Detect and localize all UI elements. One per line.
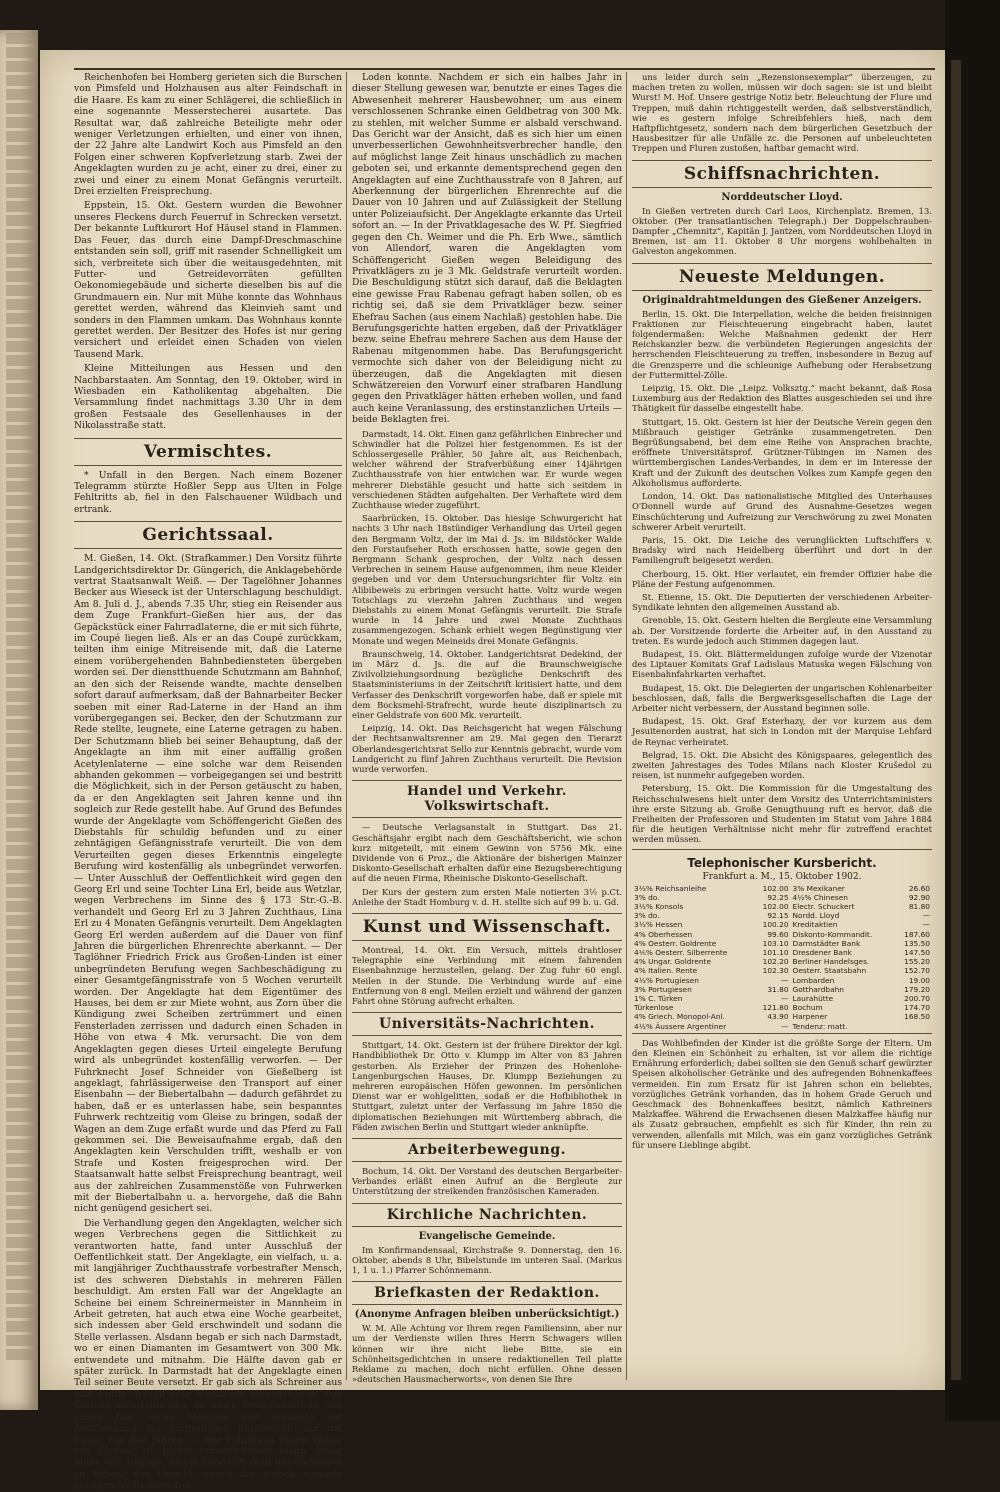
stock-price: 19.00 — [908, 975, 930, 985]
stock-price: 103.10 — [762, 938, 789, 948]
article-paragraph: Darmstadt, 14. Okt. Einen ganz gefährlichen Einbrecher und Schwindler hat die Polizei hier festgenommen. Es ist der Schlossergeselle Prähler, 50 Jahre alt, aus Reichenbach, welcher während der Strafverbüßung einer 14jährigen Zuchthausstrafe von hier entwichen war. Er wurde wegen mehrerer Diebstähle gesucht und hatte sich seitdem in verschiedenen Städten aufgehalten. Der Verhaftete wird dem Zuchthause wieder zugeführt. — [352, 428, 622, 511]
article-paragraph: St. Etienne, 15. Okt. Die Deputierten der verschiedenen Arbeiter-Syndikate lehnten den allgemeinen Ausstand ab. — [632, 591, 932, 613]
stock-price: 92.15 — [767, 911, 789, 921]
top-rule — [74, 68, 935, 70]
stock-name: Harpener — [792, 1012, 828, 1022]
stock-price: 102.20 — [762, 957, 789, 967]
stock-price: 101.10 — [762, 948, 789, 958]
article-paragraph: In Gießen vertreten durch Carl Loos, Kirchenplatz. Bremen, 13. Oktober. (Per transatlantischen Telegraph.) Der Doppelschrauben-Dampfer „Chemnitz“, Kapitän J. Jantzen, vom Norddeutschen Lloyd in Bremen, ist am 11. Oktober 8 Uhr morgens wohlbehalten in Galveston angekommen. — [632, 205, 932, 257]
stock-row — [632, 920, 932, 929]
stock-name: 4% Italien. Rente — [634, 966, 698, 976]
stock-price: 121.80 — [762, 1003, 789, 1013]
column-rule — [346, 72, 347, 1380]
stock-name: Bochum — [792, 1003, 823, 1013]
section-heading-gerichtssaal: Gerichtssaal. — [74, 521, 342, 549]
stock-price: 100.20 — [762, 920, 789, 930]
stock-price: — — [781, 975, 789, 985]
stock-name: Gotthardbahn — [792, 984, 844, 994]
article-paragraph: Loden konnte. Nachdem er sich ein halbes Jahr in dieser Stellung gewesen war, benutzte er eines Tages die Abwesenheit mehrerer Hausbewohner, um aus einem verschlossenen Schranke einen Geldbetrag von 300 Mk. zu stehlen, mit welcher Summe er alsbald verschwand. Das Gericht war der Ansicht, daß es sich hier um einen unverbesserlichen Gewohnheitsverbrecher handle, den auf möglichst lange Zeit hinaus unschädlich zu machen geboten sei, und erkannte dementsprechend gegen den Angeklagten auf eine Zuchthausstrafe von 8 Jahren, auf Aberkennung der bürgerlichen Ehrenrechte auf die Dauer von 10 Jahren und auf Zulässigkeit der Stellung unter Polizeiaufsicht. Der Angeklagte erkannte das Urteil sofort an. — In der Privatklagesache des W. Pf. Siegfried gegen den Ch. Weimer und die Ph. Erb Wwe., sämtlich von Allendorf, waren die Angeklagten vom Schöffengericht Gießen wegen Beleidigung des Privatklägers zu je 3 Mk. Geldstrafe verurteilt worden. Die Beschuldigung stützt sich darauf, daß die Beklagten eine gewisse Frau Rabenau gefragt haben sollen, ob es richtig sei, daß sie dem Privatkläger bezw. seiner Ehefrau Sachen (aus einem Nachlaß) gestohlen habe. Die Berufungsgerichte hatten ergeben, daß der Privatkläger bezw. seine Ehefrau mehrere Sachen aus dem Hause der Rabenau mitgenommen habe. Das Berufungsgericht vermochte sich daher von der Beleidigung nicht zu überzeugen, daß die Angeklagten mit diesen Schwätzereien den Vorwurf einer strafbaren Handlung gegen den Privatkläger hätten erheben wollen, und fand auch keine Veranlassung, des erstinstanzlichen Urteils — beide Beklagten frei. — [352, 72, 622, 426]
article-paragraph: Leipzig, 15. Okt. Die „Leipz. Volksztg.“ macht bekannt, daß Rosa Luxemburg aus der Redaktion des Blattes ausgeschieden sei und ihre Thätigkeit für dasselbe eingestellt habe. — [632, 383, 932, 414]
article-paragraph: Grenoble, 15. Okt. Gestern hielten die Bergleute eine Versammlung ab. Der Vorsitzende forderte die Arbeiter auf, in den Ausstand zu treten. Es wurde jedoch auch Stimmen dagegen laut. — [632, 615, 932, 646]
stock-name: 1% C. Türken — [634, 994, 683, 1004]
stock-price: 168.50 — [904, 1012, 930, 1022]
stock-name: Kreditaktien — [792, 920, 838, 930]
article-paragraph: Kleine Mitteilungen aus Hessen und den Nachbarstaaten. Am Sonntag, den 19. Oktober, wird in Wiesbaden ein Katholikentag abgehalten. Die Versammlung findet nachmittags 3.30 Uhr in dem großen Festsaale des Gesellenhauses in der Nikolasstraße statt. — [74, 363, 342, 432]
stock-name: Nordd. Lloyd — [792, 911, 840, 921]
stock-name: Electr. Schuckert — [792, 902, 855, 911]
stock-price: — — [922, 920, 930, 930]
article-paragraph: Die Verhandlung gegen den Angeklagten, welcher sich wegen Verbrechens gegen die Sittlichkeit zu verantworten hatte, fand unter Ausschluß der Oeffentlichkeit statt. Der Angeklagte, ein vielfach, u. a. mit langjähriger Zuchthausstrafe vorbestrafter Mensch, ist des schweren Diebstahls in mehreren Fällen beschuldigt. Am ersten Fall war der Angeklagte an Scheine bei einem Schreinermeister in Mannheim in Arbeit getreten, hat auch etwa eine Woche gearbeitet, sich indessen aber Geld erschwindelt und sodann die Stelle verlassen. Alsdann begab er sich nach Darmstadt, wo er einen Diamanten im Gesamtwert von 300 Mk. entwendete und mitnahm. Die Hälfte davon gab er später zurück. In Darmstadt hat der Angeklagte einen Teil seiner Beute versetzt. Er gab sich als Schreiner aus und wurde überall sehr freundlich aufgenommen. Das Gericht verurteilte ihn zu einer Zuchthausstrafe von einem Jahr sechs Monaten und erkannte auf Aberkennung der bürgerlichen Ehrenrechte auf die Dauer von drei Jahren. — Der Fuhrmann Georg Weber von Gießen, ein bisher unbescholtener Mann, stand unter der Anklage, einem Landwirt Geld unterschlagen zu haben; das Gericht sprach ihn jedoch mangels genügender Beweise frei. — [74, 1217, 342, 1492]
advertisement-text: Das Wohlbefinden der Kinder ist die größte Sorge der Eltern. Um den Kleinen ein Schönheit zu erhalten, ist vor allem die richtige Ernährung erforderlich; dabei sollten sie den Genuß scharf gewürzter Speisen alkoholischer Getränke und des aufregenden Bohnenkaffees vermeiden. Ein zum Ersatz für ist Jahren schon ein beliebtes, vorzügliches Getränk vorhanden, das in hohem Grade Geruch und Geschmack des Bohnenkaffees besitzt, nämlich Kathreiners Malzkaffee. Während die Erwachsenen diesen Malzkaffee häufig nur als Zusatz gebrauchen, empfiehlt es sich für Kinder, ihn rein zu verwenden, allenfalls mit Milch, was ein ganz vorzügliches Getränk für unsere Lieblinge abgibt. — [632, 1037, 932, 1150]
stock-name: 4⅕% Oesterr. Silberrente — [634, 948, 728, 958]
article-paragraph: Budapest, 15. Okt. Graf Esterhazy, der vor kurzem aus dem Jesuitenorden austrat, hat sich in London mit der Marquise Lehfard de Reynac verheiratet. — [632, 716, 932, 747]
stock-price: 43.90 — [767, 1012, 789, 1022]
stock-price: 99.60 — [767, 929, 789, 939]
section-heading-arbeiterbewegung: Arbeiterbewegung. — [352, 1138, 622, 1162]
stock-name: 3½% Konsols — [634, 902, 684, 911]
article-paragraph: Saarbrücken, 15. Oktober. Das hiesige Schwurgericht hat nachts 3 Uhr nach 18stündiger Verhandlung das Urteil gegen den Bergmann Voltz, der im Mai d. Js. im Bildstöcker Walde den Forstaufseher Roth erschossen hatte, sowie gegen den Bergmann Schank gesprochen, der Voltz nach dessen Verbrechen in seinem Hause aufgenommen, ihm neue Kleider gegeben und vor dem Untersuchungsrichter für Voltz ein Alibibeweis zu erbringen versucht hatte. Voltz wurde wegen Totschlags zu vierzehn Jahren Zuchthaus und wegen Diebstahls zu einem Monat Gefängnis verurteilt. Die Strafe wurde in 14 Jahre und zwei Monate Zuchthaus zusammengezogen. Schank erhielt wegen Begünstigung vier Monate und wegen Meineids drei Monate Gefängnis. — [352, 513, 622, 646]
stock-price: — — [781, 1021, 789, 1031]
article-paragraph: Braunschweig, 14. Oktober. Landgerichtsrat Dedekind, der im März d. Js. die auf die Braunschweigische Zivilvollziehungsordnung bezügliche Denkschrift des Staatsministeriums in der Zeitschrift kritisiert hatte, und dem Verfasser des Denkschrift vorgeworfen habe, daß er spiele mit dem Bocksmehl-Strafrecht, wurde heute disziplinarisch zu einer Geldstrafe von 600 Mk. verurteilt. — [352, 648, 622, 721]
stock-row — [632, 911, 932, 920]
stock-name: Tendenz: matt. — [792, 1021, 848, 1031]
section-heading-briefkasten: Briefkasten der Redaktion. — [352, 1281, 622, 1305]
stock-price: 200.70 — [904, 994, 930, 1004]
stock-price: 187.60 — [904, 929, 930, 939]
section-heading-neueste: Neueste Meldungen. — [632, 263, 932, 291]
stock-name: 4% Ungar. Goldrente — [634, 957, 711, 967]
article-paragraph: Im Konfirmandensaal, Kirchstraße 9. Donnerstag, den 16. Oktober, abends 8 Uhr, Bibelstunde im unteren Saal. (Markus 1, 1 u. 1.) Pfarrer Schönnemann. — [352, 1244, 622, 1275]
stock-name: Oesterr. Staatsbahn — [792, 966, 867, 976]
stock-price: 102.00 — [762, 883, 789, 893]
stock-row — [632, 902, 932, 911]
stock-name: 4½% Portugiesen — [634, 975, 699, 985]
stock-name: 3½% Hessen — [634, 920, 683, 930]
section-heading-handel: Handel und Verkehr. Volkswirtschaft. — [352, 780, 622, 818]
stock-price: 179.20 — [904, 984, 930, 994]
article-paragraph: Reichenhofen bei Homberg gerieten sich die Burschen von Pimsfeld und Holzhausen aus alter Feindschaft in die Haare. Es kam zu einer Schlägerei, die schließlich in eine sogenannte Messerstecherei ausartete. Das Resultat war, daß zahlreiche Beteiligte mehr oder weniger Verletzungen erhielten, und einer von ihnen, der 22 Jahre alte Landwirt Koch aus Pimsfeld an den Folgen einer schweren Kopfverletzung starb. Zwei der Angeklagten wurden zu je acht, einer zu drei, einer zu zwei und einer zu einem Monat Gefängnis verurteilt. Drei erzielten Freisprechung. — [74, 72, 342, 198]
stock-report-title: Telephonischer Kursbericht. — [687, 855, 877, 870]
stock-name: Diskonto-Kommandit. — [792, 929, 873, 939]
article-paragraph: London, 14. Okt. Das nationalistische Mitglied des Unterhauses O'Donnell wurde auf Grund des Ausnahme-Gesetzes wegen Einschüchterung und Aufreizung zur Verschwörung zu zwei Monaten schwerer Arbeit verurteilt. — [632, 491, 932, 532]
stock-table — [632, 884, 932, 1031]
stock-price: 26.60 — [908, 883, 930, 893]
article-paragraph: W. M. Alle Achtung vor Ihrem regen Familiensinn, aber nur um der Verdienste willen Ihres Herrn Schwagers willen können wir ihre nicht liebe Bitte, sie ein Schönheitsgedichtchen in unsere redaktionellen Teil platte Reklame zu machen, doch nicht erfüllen. Ohne dessen »deutschen Hausmacherworts«, von denen Sie Ihre — [352, 1323, 622, 1385]
stock-row — [632, 966, 932, 975]
subheading: Originaldrahtmeldungen des Gießener Anzeigers. — [642, 294, 922, 306]
stock-price: 92.25 — [767, 892, 789, 902]
book-binding-edge — [945, 0, 1000, 1421]
stock-row — [632, 976, 932, 985]
stock-row — [632, 1012, 932, 1021]
article-paragraph: uns leider durch sein „Rezensionsexemplar“ überzeugen, zu machen treten zu wollen, müssen wir doch sagen: sie ist und bleibt Wurst! M. Hof. Unsere gestrige Notiz betr. Beleuchtung der Flure und Treppen, muß dahin richtiggestellt werden, daß selbstverständlich, wie es gestern infolge Schreibfehlers hieß, nach dem Haftpflichtgesetz, sondern nach dem bürgerlichen Gesetzbuch der Hausbesitzer für alle Unfälle zc. die Personen auf unbeleuchteten Treppen und Fluren zustoßen, haftbar gemacht wird. — [632, 72, 932, 154]
subheading: Evangelische Gemeinde. — [418, 1230, 556, 1242]
stock-name: 4% Oberhessen — [634, 929, 693, 939]
stock-price: 92.90 — [908, 892, 930, 902]
stock-name: Lombarden — [792, 975, 835, 985]
stock-name: 4% Oesterr. Goldrente — [634, 938, 717, 948]
article-paragraph: Budapest, 15. Okt. Blättermeldungen zufolge wurde der Vizenotar des Liptauer Komitats Graf Ladislaus Matuska wegen Fälschung von Eisenbahnfahrkarten verhaftet. — [632, 648, 932, 680]
article-paragraph: Petersburg, 15. Okt. Die Kommission für die Umgestaltung des Reichsschulwesens hielt unter dem Vorsitz des Unterrichtsministers ihre erste Sitzung ab. Große Genugthuung ruft es hervor, daß die Freiheiten der Professoren und Studenten im Statut vom Jahre 1884 für die heutigen Verhältnisse nicht mehr für zutreffend erachtet werden müssen. — [632, 783, 932, 845]
section-heading-universitaet: Universitäts-Nachrichten. — [352, 1012, 622, 1036]
article-paragraph: Budapest, 15. Okt. Die Delegierten der ungarischen Kohlenarbeiter beschlossen, daß, falls die Bergwerksgesellschaften die Lage der Arbeiter nicht verbessern, der Ausstand beginnen solle. — [632, 682, 932, 713]
stock-name: 3½% Reichsanleihe — [634, 883, 707, 893]
stock-price: — — [781, 994, 789, 1004]
newspaper-page — [40, 50, 945, 1492]
stock-price: 147.50 — [904, 948, 930, 958]
stock-row — [632, 994, 932, 1003]
subheading: (Anonyme Anfragen bleiben unberücksichtigt.) — [354, 1309, 620, 1321]
stock-name: Dresdener Bank — [792, 948, 852, 958]
stock-name: 3% Portugiesen — [634, 984, 692, 994]
article-paragraph: M. Gießen, 14. Okt. (Strafkammer.) Den Vorsitz führte Landgerichtsdirektor Dr. Güngerich, die Anklagebehörde vertrat Staatsanwalt Weiß. — Der Tagelöhner Johannes Becker aus Wieseck ist der Unterschlagung beschuldigt. Am 8. Juli d. J., abends 7.35 Uhr, stieg ein Reisender aus dem Zuge Frankfurt–Gießen hier aus, der das Gepäckstück einer Fahrradlaterne, die er mit sich führte, im Coupé liegen ließ. Als er an das Coupé zurückkam, teilten ihm einige Mitreisende mit, daß die Laterne einem vorübergehenden Bahnbediensteten übergeben worden sei. Der dienstthuende Schutzmann am Bahnhof, an den sich der Reisende wandte, machte denselben sofort darauf aufmerksam, daß der Bahnarbeiter Becker soeben mit einer Rad-Laterne in der Hand an ihm vorübergegangen sei. Becker, den der Schutzmann zur Rede stellte, leugnete, eine Laterne getragen zu haben. Der Schutzmann blieb bei seiner Behauptung, daß der Angeklagte an ihm mit einer auffällig großen Acetylenlaterne — eine solche war dem Reisenden abhanden gekommen — vorbeigegangen sei und bestritt die Möglichkeit, sich in der Person getäuscht zu haben, da er den Angeklagten seit Jahren kenne und ihn sogleich zur Rede gestellt habe. Auf Grund des Befundes wurde der Angeklagte vom Schöffengericht Gießen des Diebstahls für schuldig befunden und zu einer zehntägigen Gefängnisstrafe verurteilt. Die von dem Verurteilten gegen dieses Erkenntnis eingelegte Berufung wird kostenfällig als unbegründet verworfen. — Unter Ausschluß der Oeffentlichkeit wird gegen den Georg Erl und seine Tochter Lina Erl, beide aus Wetzlar, wegen Verbrechens im Sinne des § 173 Str.-G.-B. verhandelt und Georg Erl zu 3 Jahren Zuchthaus, Lina Erl zu 4 Monaten Gefängnis verurteilt. Dem Angeklagten Georg Erl werden außerdem auf die Dauer von fünf Jahren die bürgerlichen Ehrenrechte aberkannt. — Der Taglöhner Friedrich Frick aus Großen-Linden ist einer unbegründeten Berufung wegen Sachbeschädigung zu einer Gesamtgefängnisstrafe von 5 Wochen verurteilt worden. Der Angeklagte hat dem Eigentümer des Hauses, bei dem er zur Miete wohnt, aus Zorn über die Kündigung zwei Scheiben zertrümmert und einen Fensterladen zerrissen und dadurch einen Schaden in Höhe von etwa 4 Mk. verursacht. Die von dem Angeklagten gegen dieses Urteil eingelegte Berufung wird als unbegründet kostenfällig verworfen. — Der Fuhrknecht Josef Schneider von Gießelberg ist angeklagt, fahrlässigerweise den Transport auf einer Eisenbahn — der Biebertalbahn — dadurch gefährdet zu haben, daß er es unterlassen habe, sein bespanntes Fuhrwerk rechtzeitig vom Gleise zu bringen, sodaß der Wagen an dem Zuge erfaßt wurde und das Pferd zu Fall gekommen sei. Die Beweisaufnahme ergab, daß den Angeklagten kein Verschulden trifft, weshalb er von Strafe und Kosten freigesprochen wird. Der Staatsanwalt hatte selbst Freisprechung beantragt, weil aus der zahlreichen Zusammenstöße von Fuhrwerken mit der Biebertalbahn u. a. hervorgehe, daß die Bahn nicht genügend gesichert sei. — [74, 553, 342, 1215]
column-rule — [626, 72, 627, 1380]
article-paragraph: — Deutsche Verlagsanstalt in Stuttgart. Das 21. Geschäftsjahr ergibt nach dem Geschäftsbericht, wie schon kurz mitgeteilt, mit einem Gewinn von 5756 Mk. eine Dividende von 6 Proz., die Aktionäre der bisherigen Mainzer Diskonto-Gesellschaft erhalten dafür eine Bezugsberechtigung auf die neuen Firma, Rheinische Diskonto-Gesellschaft. — [352, 822, 622, 884]
stock-name: 3% do. — [634, 911, 660, 921]
stock-name: 3% do. — [634, 892, 660, 902]
article-paragraph: * Unfall in den Bergen. Nach einem Bozener Telegramm stürzte Hoßler Sepp aus Ulten in Folge Fehltritts ab, fiel in den Falschauener Wildbach und ertrank. — [74, 469, 342, 515]
stock-name: 4½% Chinesen — [792, 892, 848, 902]
stock-price: 174.70 — [904, 1003, 930, 1013]
stock-name: 3% Mexikaner — [792, 883, 845, 893]
article-paragraph: Berlin, 15. Okt. Die Interpellation, welche die beiden freisinnigen Fraktionen zur Fleischteuerung eingebracht haben, lautet folgendermaßen: Welche Maßnahmen gedenkt der Herr Reichskanzler bezw. die verbündeten Regierungen angesichts der herrschenden Fleischteuerung zu treffen, insbesondere in Bezug auf die Grenzsperre und die schleunige Aufhebung oder Herabsetzung der Futtermittel-Zölle. — [632, 308, 932, 380]
article-paragraph: Leipzig, 14. Okt. Das Reichsgericht hat wegen Fälschung der Rechtsanwaltsrenner am 29. Mai gegen den Tierarzt Oberlandesgerichtsrat Sello zur Kenntnis gebracht, wurde vom Landgericht zu fünf Jahren Zuchthaus verurteilt. Die Revision wurde verworfen. — [352, 723, 622, 775]
stock-price: 155.20 — [904, 957, 930, 967]
section-heading-kunst: Kunst und Wissenschaft. — [352, 913, 622, 941]
stock-report — [632, 849, 932, 1034]
article-paragraph: Stuttgart, 15. Okt. Gestern ist hier der Deutsche Verein gegen den Mißbrauch geistiger Getränke zusammengetreten. Den Begrüßungsabend, bei dem eine Reihe von Ansprachen brachte, eröffnete Universitätsprof. Grützner-Tübingen im Namen des württembergischen Landes-Verbandes, in dem er im Interesse der Kraft und der Zukunft des deutschen Volkes zum Kampfe gegen den Alkoholismus aufforderte. — [632, 416, 932, 488]
column-2 — [352, 72, 622, 1385]
section-heading-vermischtes: Vermischtes. — [74, 438, 342, 466]
stock-price: 81.80 — [908, 902, 930, 911]
subheading: Norddeutscher Lloyd. — [721, 191, 843, 203]
stock-name: Laurahütte — [792, 994, 834, 1004]
article-paragraph: Paris, 15. Okt. Die Leiche des verunglückten Luftschiffers v. Bradsky wird nach Heidelberg überführt und dort in der Familiengruft beigesetzt werden. — [632, 534, 932, 566]
stock-price — [895, 1022, 932, 1031]
stock-report-date: Frankfurt a. M., 15. Oktober 1902. — [702, 871, 862, 882]
article-paragraph: Montreal, 14. Okt. Ein Versuch, mittels drahtloser Telegraphie eine Verbindung mit einem fahrenden Eisenbahnzuge herzustellen, gelang. Der Zug fuhr 60 engl. Meilen in der Stunde. Die Verbindung wurde auf eine Entfernung von 8 engl. Meilen erzielt und während der ganzen Fahrt ohne Störung aufrecht erhalten. — [352, 944, 622, 1006]
section-heading-schiffsnachrichten: Schiffsnachrichten. — [632, 160, 932, 188]
stock-row — [632, 1022, 932, 1031]
article-paragraph: Cherbourg, 15. Okt. Hier verlautet, ein fremder Offizier habe die Pläne der Festung aufgenommen. — [632, 568, 932, 589]
article-paragraph: Belgrad, 15. Okt. Die Absicht des Königspaares, gelegentlich des zweiten Jahrestages des Todes Milans nach Kloster Krušedol zu reisen, ist nunmehr aufgegeben worden. — [632, 749, 932, 781]
stock-name: Türkenlose — [634, 1003, 674, 1013]
stock-row — [632, 957, 932, 966]
stock-row — [632, 939, 932, 948]
stock-price: 152.70 — [904, 966, 930, 976]
stock-name: 4% Griech. Monopol-Anl. — [634, 1012, 725, 1022]
stock-price: 135.50 — [904, 938, 930, 948]
stock-price: 102.30 — [762, 966, 789, 976]
column-1 — [74, 72, 342, 1492]
column-3 — [632, 72, 932, 1380]
stock-row — [632, 948, 932, 957]
stock-name: Darmstädter Bank — [792, 938, 861, 948]
article-paragraph: Stuttgart, 14. Okt. Gestern ist der frühere Direktor der kgl. Handbibliothek Dr. Otto v. Klumpp im Alter von 83 Jahren gestorben. Als Erzieher der Prinzen des Hohenlohe-Langenburgschen Hauses, Dr. Klumpp Beziehungen zu mehreren europäischen Höfen gewonnen. Im persönlichen Dienst war er wohlgelitten, sodaß er die Hofbibliothek in Stuttgart, zuletzt unter der Verfassung im Jahre 1850 die diplomatischen Beziehungen mit Württemberg abbrach, die Fäden zwischen Berlin und Stuttgart wieder anknüpfte. — [352, 1040, 622, 1132]
adjacent-page-edge — [0, 30, 38, 1410]
article-paragraph: Eppstein, 15. Okt. Gestern wurden die Bewohner unseres Fleckens durch Feuerruf in Schrecken versetzt. Der bekannte Luftkurort Hof Häusel stand in Flammen. Das Feuer, das durch eine Dampf-Dreschmaschine entstanden sein soll, griff mit rasender Schnelligkeit um sich, verbreitete sich über die weitausgedehnten, mit Futter- und Getreidevorräten gefüllten Oekonomiegebäude und sicherte dieselben bis auf die Grundmauern ein. Nur mit Mühe konnte das Wohnhaus gerettet werden, während das Kleinvieh samt und sonders in den Flammen umkam. Das Wohnhaus konnte gerettet werden. Der Besitzer des Hofes ist nur gering versichert und erleidet einen Schaden von vielen Tausend Mark. — [74, 200, 342, 360]
article-paragraph: Der Kurs der gestern zum ersten Male notierten 3½ p.Ct. Anleihe der Stadt Homburg v. d. H. stellte sich auf 99 b. u. Gd. — [352, 886, 622, 907]
stock-row — [632, 893, 932, 902]
stock-row — [632, 985, 932, 994]
stock-price: 102.00 — [762, 902, 789, 911]
stock-name: 4½% Äussere Argentiner — [634, 1021, 727, 1031]
stock-price: 31.80 — [767, 984, 789, 994]
stock-price: — — [922, 911, 930, 921]
stock-row — [632, 930, 932, 939]
section-heading-kirchliches: Kirchliche Nachrichten. — [352, 1203, 622, 1227]
stock-row — [632, 884, 932, 893]
stock-row — [632, 1003, 932, 1012]
stock-name: Berliner Handelsges. — [792, 957, 870, 967]
article-paragraph: Bochum, 14. Okt. Der Vorstand des deutschen Bergarbeiter-Verbandes erläßt einen Aufruf an die Bergleute zur Unterstützung der streikenden französischen Kameraden. — [352, 1165, 622, 1197]
